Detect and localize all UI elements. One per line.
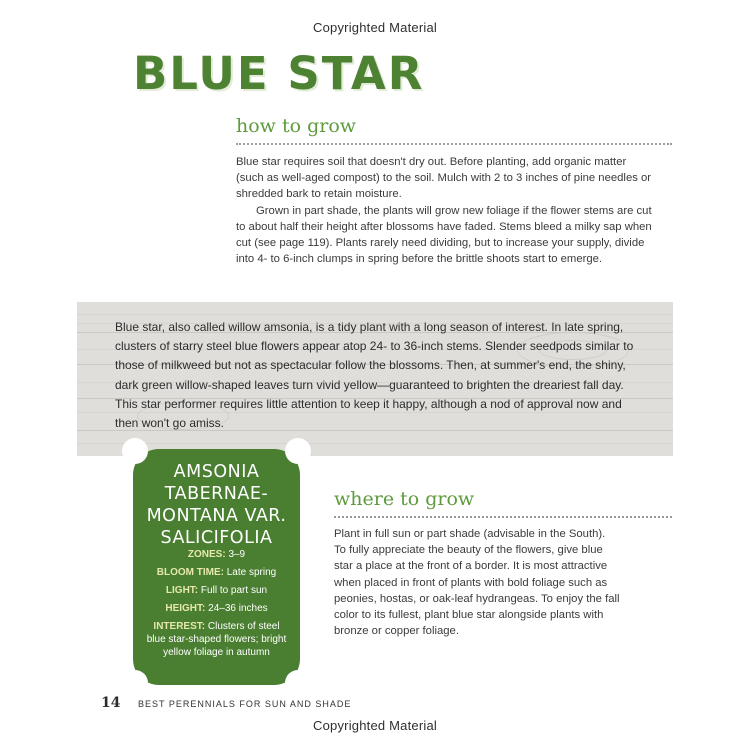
intro-paragraph: Blue star, also called willow amsonia, is a tidy plant with a long season of interest. In late spring, clusters of starry steel blue flowers appear atop 24- to 36-inch stems. Slender seedpods similar to those of milkweed but not as spectacular follow the blossoms. Then, at summer's end, the shiny, dark green willow-shaped leaves turn vivid yellow—guaranteed to brighten the dreariest fall day. This star performer requires little attention to keep it happy, although a nod of approval now and then won't go amiss. [115, 320, 634, 431]
fact-label: BLOOM TIME: [156, 567, 224, 578]
botanical-name-line: AMSONIA [173, 462, 260, 482]
botanical-name-line: MONTANA VAR. [146, 506, 287, 526]
fact-label: INTEREST: [153, 621, 206, 632]
how-to-grow-heading: how to grow [236, 115, 357, 137]
fact-bloom-time [143, 566, 290, 579]
botanical-name-line: TABERNAE- [164, 484, 269, 504]
fact-value: Late spring [226, 567, 277, 578]
fact-value: Full to part sun [200, 585, 268, 596]
fact-zones [143, 548, 290, 561]
fact-value: Clusters of steel blue star-shaped flowers; bright yellow foliage in autumn [146, 621, 287, 658]
fact-height [143, 602, 290, 615]
plant-facts-badge [135, 451, 298, 683]
where-to-grow-heading: where to grow [334, 488, 475, 510]
where-to-grow-text: Plant in full sun or part shade (advisable in the South). To fully appreciate the beauty of the flowers, give blue star a place at the front of a border. It is most attractive when placed in front of plants with bold foliage such as peonies, hostas, or oak-leaf hydrangeas. To enjoy the fall color to its fullest, plant blue star alongside plants with bronze or copper foliage. [334, 528, 620, 638]
botanical-name-line: SALICIFOLIA [160, 528, 273, 548]
fact-value: 3–9 [228, 549, 246, 560]
copyright-footer: Copyrighted Material [313, 718, 437, 733]
how-to-grow-paragraph-2: Grown in part shade, the plants will grow new foliage if the flower stems are cut to about half their height after blossoms have faded. Stems bleed a milky sap when cut (see page 119). Plants rarely need dividing, but to increase your supply, divide into 4- to 6-inch clumps in spring before the brittle shoots start to emerge. [236, 204, 652, 266]
fact-label: ZONES: [187, 549, 226, 560]
how-to-grow-divider [236, 143, 672, 145]
fact-value: 24–36 inches [208, 603, 268, 614]
where-to-grow-divider [334, 516, 672, 518]
fact-label: LIGHT: [165, 585, 199, 596]
how-to-grow-paragraph-1: Blue star requires soil that doesn't dry out. Before planting, add organic matter (such as well-aged compost) to the soil. Mulch with 2 to 3 inches of pine needles or shredded bark to retain moisture. [236, 156, 652, 201]
fact-interest [143, 620, 290, 659]
botanical-name [135, 461, 298, 549]
how-to-grow-text [236, 154, 656, 267]
plant-facts [143, 548, 290, 664]
copyright-header: Copyrighted Material [313, 20, 437, 35]
page-number: 14 [101, 695, 121, 711]
fact-light [143, 584, 290, 597]
page-title: BLUE STAR [133, 47, 425, 100]
running-footer: BEST PERENNIALS FOR SUN AND SHADE [138, 699, 352, 709]
fact-label: HEIGHT: [165, 603, 206, 614]
